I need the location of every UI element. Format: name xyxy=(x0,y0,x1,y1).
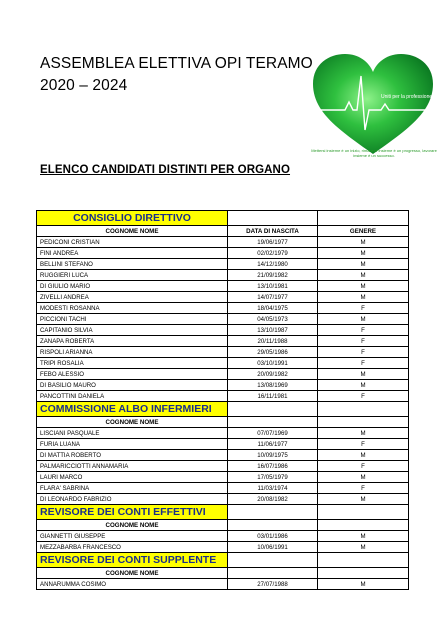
gender: F xyxy=(318,439,409,450)
birth-date: 20/08/1982 xyxy=(228,494,318,505)
gender: M xyxy=(318,428,409,439)
logo-slogan: Mettersi insieme è un inizio, rimanere insieme è un progresso, lavorare insieme è un successo. xyxy=(311,148,437,158)
birth-date: 14/07/1977 xyxy=(228,292,318,303)
table-row xyxy=(37,439,409,450)
birth-date: 19/06/1977 xyxy=(228,237,318,248)
table-row xyxy=(37,292,409,303)
gender: M xyxy=(318,237,409,248)
birth-date: 20/11/1988 xyxy=(228,336,318,347)
birth-date: 29/05/1986 xyxy=(228,347,318,358)
gender: M xyxy=(318,248,409,259)
table-row xyxy=(37,281,409,292)
gender: F xyxy=(318,358,409,369)
candidates-table xyxy=(36,210,409,590)
gender: M xyxy=(318,450,409,461)
table-row xyxy=(37,531,409,542)
candidate-name: PEDICONI CRISTIAN xyxy=(37,237,228,248)
birth-date: 21/09/1982 xyxy=(228,270,318,281)
column-header-row xyxy=(37,417,409,428)
candidate-name: PANCOTTINI DANIELA xyxy=(37,391,228,402)
col-header-birthdate xyxy=(228,417,318,428)
candidate-name: RUGGIERI LUCA xyxy=(37,270,228,281)
gender: F xyxy=(318,461,409,472)
candidate-name: DI BASILIO MAURO xyxy=(37,380,228,391)
gender: M xyxy=(318,281,409,292)
candidate-name: FINI ANDREA xyxy=(37,248,228,259)
candidate-name: GIANNETTI GIUSEPPE xyxy=(37,531,228,542)
col-header-gender: GENERE xyxy=(318,226,409,237)
candidate-name: TRIPI ROSALIA xyxy=(37,358,228,369)
birth-date: 27/07/1988 xyxy=(228,579,318,590)
logo-text: Uniti per la professione xyxy=(381,94,433,100)
candidate-name: BELLINI STEFANO xyxy=(37,259,228,270)
candidate-name: PALMARICCIOTTI ANNAMARIA xyxy=(37,461,228,472)
candidate-name: LISCIANI PASQUALE xyxy=(37,428,228,439)
birth-date: 11/06/1977 xyxy=(228,439,318,450)
table-row xyxy=(37,369,409,380)
candidate-name: FURIA LUANA xyxy=(37,439,228,450)
gender: M xyxy=(318,314,409,325)
section-header-blank xyxy=(318,553,409,568)
table-row xyxy=(37,428,409,439)
gender: M xyxy=(318,531,409,542)
section-header-blank xyxy=(228,402,318,417)
birth-date: 17/05/1979 xyxy=(228,472,318,483)
gender: F xyxy=(318,347,409,358)
col-header-name: COGNOME NOME xyxy=(37,520,228,531)
table-row xyxy=(37,494,409,505)
section-header-blank xyxy=(228,553,318,568)
candidate-name: FLARA' SABRINA xyxy=(37,483,228,494)
candidate-name: DI LEONARDO FABRIZIO xyxy=(37,494,228,505)
candidate-name: RISPOLI ARIANNA xyxy=(37,347,228,358)
document-title xyxy=(40,53,313,97)
section-header-row xyxy=(37,211,409,226)
gender: M xyxy=(318,579,409,590)
section-header-row xyxy=(37,553,409,568)
section-title: CONSIGLIO DIRETTIVO xyxy=(37,211,228,226)
column-header-row xyxy=(37,520,409,531)
birth-date: 03/01/1986 xyxy=(228,531,318,542)
birth-date: 16/07/1986 xyxy=(228,461,318,472)
candidate-name: MODESTI ROSANNA xyxy=(37,303,228,314)
table-row xyxy=(37,542,409,553)
title-line-2: 2020 – 2024 xyxy=(40,77,128,94)
candidate-name: LAURI MARCO xyxy=(37,472,228,483)
birth-date: 11/03/1974 xyxy=(228,483,318,494)
gender: M xyxy=(318,369,409,380)
birth-date: 07/07/1969 xyxy=(228,428,318,439)
birth-date: 16/11/1981 xyxy=(228,391,318,402)
table-row xyxy=(37,579,409,590)
candidate-name: ZIVELLI ANDREA xyxy=(37,292,228,303)
list-subtitle: ELENCO CANDIDATI DISTINTI PER ORGANO xyxy=(40,164,291,176)
gender: M xyxy=(318,494,409,505)
table-row xyxy=(37,347,409,358)
birth-date: 13/10/1987 xyxy=(228,325,318,336)
section-title: REVISORE DEI CONTI EFFETTIVI xyxy=(37,505,228,520)
candidate-name: MEZZABARBA FRANCESCO xyxy=(37,542,228,553)
table-row xyxy=(37,325,409,336)
section-title: COMMISSIONE ALBO INFERMIERI xyxy=(37,402,228,417)
candidate-name: ZANAPA ROBERTA xyxy=(37,336,228,347)
gender: F xyxy=(318,325,409,336)
section-header-row xyxy=(37,402,409,417)
candidate-name: ANNARUMMA COSIMO xyxy=(37,579,228,590)
section-header-row xyxy=(37,505,409,520)
birth-date: 13/08/1969 xyxy=(228,380,318,391)
table-row xyxy=(37,483,409,494)
col-header-birthdate: DATA DI NASCITA xyxy=(228,226,318,237)
table-row xyxy=(37,314,409,325)
col-header-name: COGNOME NOME xyxy=(37,568,228,579)
table-row xyxy=(37,461,409,472)
table-row xyxy=(37,358,409,369)
birth-date: 13/10/1981 xyxy=(228,281,318,292)
table-row xyxy=(37,450,409,461)
gender: M xyxy=(318,259,409,270)
section-header-blank xyxy=(318,211,409,226)
table-row xyxy=(37,336,409,347)
gender: M xyxy=(318,292,409,303)
table-row xyxy=(37,270,409,281)
col-header-birthdate xyxy=(228,520,318,531)
gender: M xyxy=(318,542,409,553)
candidate-name: CAPITANIO SILVIA xyxy=(37,325,228,336)
col-header-name: COGNOME NOME xyxy=(37,417,228,428)
table-row xyxy=(37,237,409,248)
col-header-gender xyxy=(318,568,409,579)
col-header-gender xyxy=(318,417,409,428)
section-title: REVISORE DEI CONTI SUPPLENTE xyxy=(37,553,228,568)
title-line-1: ASSEMBLEA ELETTIVA OPI TERAMO xyxy=(40,55,313,72)
col-header-gender xyxy=(318,520,409,531)
birth-date: 10/06/1991 xyxy=(228,542,318,553)
candidate-name: PICCIONI TACHI xyxy=(37,314,228,325)
birth-date: 18/04/1975 xyxy=(228,303,318,314)
birth-date: 10/09/1975 xyxy=(228,450,318,461)
column-header-row xyxy=(37,568,409,579)
candidate-name: FEBO ALESSIO xyxy=(37,369,228,380)
table-row xyxy=(37,303,409,314)
section-header-blank xyxy=(228,211,318,226)
table-row xyxy=(37,391,409,402)
candidate-name: DI GIULIO MARIO xyxy=(37,281,228,292)
gender: F xyxy=(318,336,409,347)
gender: M xyxy=(318,270,409,281)
birth-date: 20/09/1982 xyxy=(228,369,318,380)
col-header-name: COGNOME NOME xyxy=(37,226,228,237)
birth-date: 04/05/1973 xyxy=(228,314,318,325)
heart-logo-icon xyxy=(309,50,437,158)
birth-date: 02/02/1979 xyxy=(228,248,318,259)
column-header-row xyxy=(37,226,409,237)
table-row xyxy=(37,248,409,259)
table-row xyxy=(37,472,409,483)
gender: F xyxy=(318,391,409,402)
section-header-blank xyxy=(318,402,409,417)
section-header-blank xyxy=(228,505,318,520)
gender: M xyxy=(318,472,409,483)
candidate-name: DI MATTIA ROBERTO xyxy=(37,450,228,461)
birth-date: 03/10/1991 xyxy=(228,358,318,369)
col-header-birthdate xyxy=(228,568,318,579)
table-row xyxy=(37,380,409,391)
gender: F xyxy=(318,483,409,494)
gender: M xyxy=(318,380,409,391)
gender: F xyxy=(318,303,409,314)
birth-date: 14/12/1980 xyxy=(228,259,318,270)
section-header-blank xyxy=(318,505,409,520)
table-row xyxy=(37,259,409,270)
